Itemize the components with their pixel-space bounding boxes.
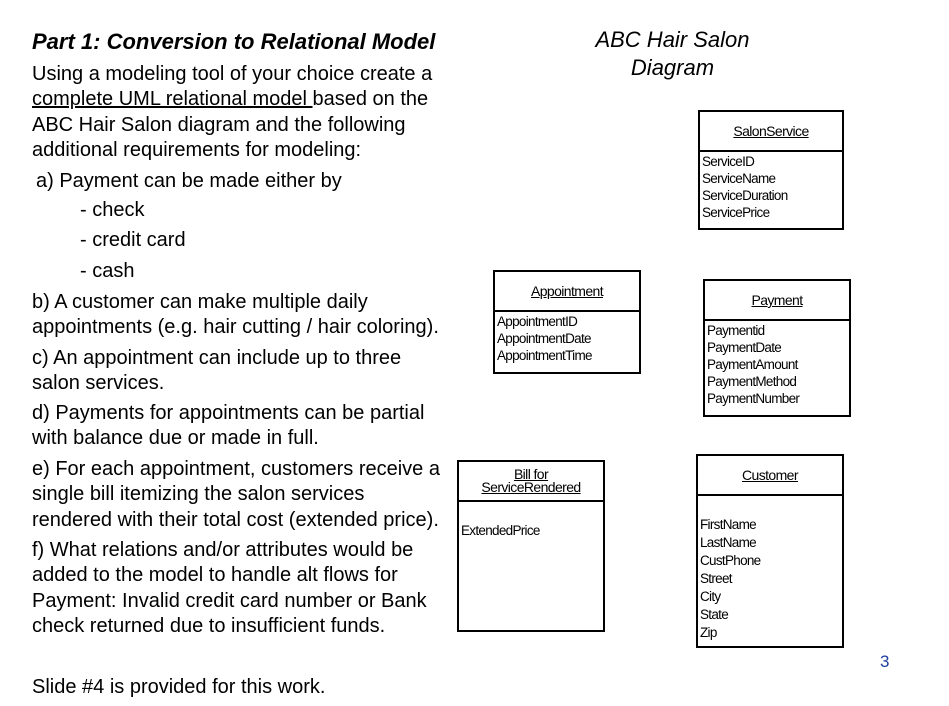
slide-footer-note: Slide #4 is provided for this work. [32, 676, 326, 698]
diagram-title-line-2: Diagram [630, 55, 715, 80]
attribute: Paymentid [707, 323, 765, 338]
requirement-f-line-1: f) What relations and/or attributes would be [32, 539, 414, 561]
entity-bill-for-service-rendered [457, 460, 605, 632]
diagram-title [560, 26, 785, 82]
attribute: ServiceID [702, 154, 755, 169]
diagram-title-line-1: ABC Hair Salon [595, 27, 750, 52]
attribute: AppointmentDate [497, 331, 591, 346]
entity-customer [696, 454, 844, 648]
page-title: Part 1: Conversion to Relational Model [32, 29, 436, 54]
attribute: FirstName [700, 517, 756, 532]
requirement-e-line-3: rendered with their total cost (extended price). [32, 509, 439, 531]
intro-line-3: ABC Hair Salon diagram and the following [32, 114, 406, 136]
attribute: ExtendedPrice [461, 523, 540, 538]
attribute: ServicePrice [702, 205, 770, 220]
requirement-e-line-2: single bill itemizing the salon services [32, 483, 365, 505]
attribute: PaymentAmount [707, 357, 798, 372]
intro-line-2-rest: based on the [312, 88, 429, 110]
requirement-e-line-1: e) For each appointment, customers receive a [32, 458, 440, 480]
entity-appointment-name: Appointment [495, 272, 639, 312]
requirement-f-line-4: check returned due to insufficient funds. [32, 615, 386, 637]
entity-bill-attributes [459, 502, 603, 540]
attribute: PaymentDate [707, 340, 782, 355]
intro-line-1: Using a modeling tool of your choice create a [32, 63, 433, 85]
requirement-d-line-2: with balance due or made in full. [32, 427, 319, 449]
requirement-a: a) Payment can be made either by [36, 170, 342, 192]
attribute: PaymentNumber [707, 391, 800, 406]
entity-appointment [493, 270, 641, 374]
entity-bill-name-line-2: ServiceRendered [481, 479, 581, 495]
intro-line-4: additional requirements for modeling: [32, 139, 362, 161]
attribute: Street [700, 571, 732, 586]
requirement-c-line-1: c) An appointment can include up to three [32, 347, 402, 369]
entity-bill-name-line-1: Bill for [513, 466, 549, 482]
slide-number: 3 [880, 652, 890, 671]
attribute: City [700, 589, 721, 604]
entity-salon-service-name: SalonService [700, 112, 842, 152]
entity-salon-service-attributes [700, 152, 842, 222]
attribute: ServiceDuration [702, 188, 788, 203]
requirement-f-line-3: Payment: Invalid credit card number or Bank [32, 590, 427, 612]
requirement-b-line-2: appointments (e.g. hair cutting / hair coloring). [32, 316, 439, 338]
requirement-d-line-1: d) Payments for appointments can be partial [32, 402, 425, 424]
entity-customer-name: Customer [698, 456, 842, 496]
requirement-f-line-2: added to the model to handle alt flows for [32, 564, 398, 586]
entity-appointment-attributes [495, 312, 639, 365]
attribute: CustPhone [700, 553, 761, 568]
entity-payment [703, 279, 851, 417]
entity-customer-attributes [698, 496, 842, 643]
attribute: Zip [700, 625, 717, 640]
requirement-b-line-1: b) A customer can make multiple daily [32, 291, 368, 313]
intro-line-2 [32, 87, 428, 112]
payment-method-credit-card: - credit card [80, 229, 186, 251]
entity-payment-attributes [705, 321, 849, 408]
payment-method-cash: - cash [80, 260, 135, 282]
attribute: LastName [700, 535, 756, 550]
attribute: State [700, 607, 729, 622]
attribute: ServiceName [702, 171, 776, 186]
intro-underlined-text: complete UML relational model [32, 88, 313, 110]
attribute: AppointmentTime [497, 348, 592, 363]
entity-bill-name [459, 462, 603, 502]
requirement-c-line-2: salon services. [32, 372, 165, 394]
entity-salon-service [698, 110, 844, 230]
attribute: AppointmentID [497, 314, 578, 329]
entity-payment-name: Payment [705, 281, 849, 321]
payment-method-check: - check [80, 199, 145, 221]
attribute: PaymentMethod [707, 374, 797, 389]
